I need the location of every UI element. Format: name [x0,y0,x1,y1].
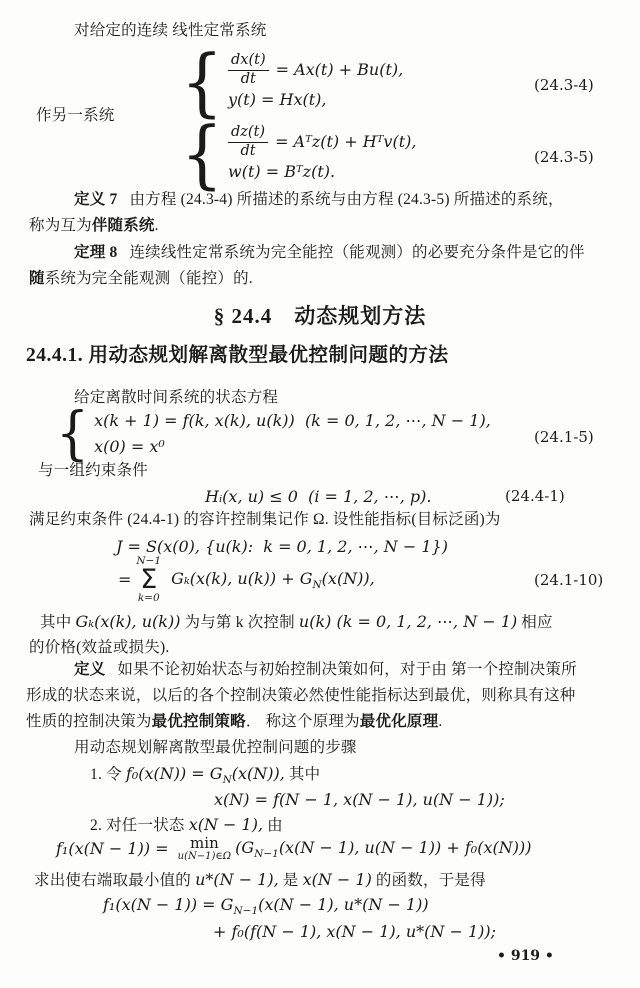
fraction-denominator: dt [240,142,256,159]
text-run: 1. 令 [90,766,126,783]
definition-7-line1 [74,191,564,210]
sigma-icon: Σ [140,564,158,596]
left-brace-icon: { [181,39,223,126]
sum-upper-limit: N−1 [136,554,162,567]
step-1-line [90,764,320,787]
equation-f1-result-line2: + f₀(f(N − 1), x(N − 1), u*(N − 1)); [213,922,497,941]
definition-tag: 定义 [74,661,106,678]
equation-line: w(t) = Bᵀz(t). [228,162,336,182]
text-run: f₁(x(N − 1)) = G [103,895,234,914]
optimality-definition-line1 [74,661,577,680]
optimality-definition-line3 [26,713,442,732]
text-run: . [154,217,159,234]
text-run: f₀(x(N)) = G [125,764,223,783]
text-run: (x(N)), [231,764,285,783]
theorem-8-tag: 定理 8 [74,244,118,261]
equation-label-24-4-1: (24.4-1) [505,487,565,505]
min-word: min [190,833,219,852]
text-run: ． 称这个原理为 [245,713,360,730]
equation-24-1-10 [118,554,375,604]
math-run: u*(N − 1), [195,870,279,889]
equation-j-definition: J = S(x(0), {u(k): k = 0, 1, 2, ⋯, N − 1}) [116,537,448,556]
min-operator [177,833,232,863]
equation-line: = Ax(t) + Bu(t), [275,60,404,80]
fraction-numerator: dz(t) [228,125,268,143]
min-lhs: f₁(x(N − 1)) = [56,839,174,859]
text-run: 为与第 k 次控制 [180,614,299,631]
theorem-8-line2 [29,270,253,289]
text-run: 由 [263,817,283,834]
math-run: x(N − 1) [302,870,372,889]
text-run: 称为互为 [29,217,92,234]
equation-line: y(t) = Hx(t), [228,90,327,110]
text-run: 2. 对任一状态 [90,817,189,834]
definition-7-tag: 定义 7 [74,191,118,208]
fraction-dx-dt [228,53,269,88]
text-run: (x(N − 1), u*(N − 1)) [258,895,429,914]
math-run: Gₖ(x(k), u(k)) [75,612,181,631]
min-body [235,838,531,861]
definition-7-line2 [29,217,159,236]
sum-lower-limit: k=0 [137,591,160,604]
text-run: (x(N)), [321,568,375,588]
left-brace-icon: { [181,111,223,198]
equation-label-24-1-5: (24.1-5) [534,428,594,446]
subsection-heading: 24.4.1. 用动态规划解离散型最优控制问题的方法 [26,345,449,366]
text-run: 的函数，于是得 [371,872,486,889]
fraction-denominator: dt [240,70,256,87]
fraction-numerator: dx(t) [228,53,269,71]
equation-system-24-3-4 [181,39,404,126]
text-run: 其中 [40,614,76,631]
text-run: 性质的控制决策为 [26,713,152,730]
intro-paragraph: 对给定的连续 线性定常系统 [74,22,267,39]
subscript-n-minus-1: N−1 [254,847,279,860]
given-state-equation-text: 给定离散时间系统的状态方程 [74,389,279,406]
equation-label-24-3-4: (24.3-4) [534,76,594,94]
text-run: (G [235,837,255,857]
text-run: . [438,713,443,730]
subscript-n-minus-1: N−1 [233,905,259,917]
constraints-intro-text: 与一组约束条件 [38,462,148,479]
theorem-8-line1 [74,244,585,263]
text-run: 如果不论初始状态与初始控制决策如何，对于由 第一个控制决策所 [117,661,577,678]
equation-system-24-3-5 [181,111,417,198]
equation-line: = Aᵀz(t) + Hᵀv(t), [275,132,417,152]
theorem-8-body: 连续线性定常系统为完全能控（能观测）的必要充分条件是它的伴 [129,244,585,261]
subscript-n: N [222,774,232,786]
optimality-definition-line2: 形成的状态来说，以后的各个控制决策必然使性能指标达到最优，则称具有这种 [26,687,576,704]
text-run: 其中 [284,766,321,783]
bold-term: 最优控制策略 [151,713,246,730]
solve-paragraph [34,870,486,891]
text-run: 相应 [517,614,553,631]
text-run: Gₖ(x(k), u(k)) + G [166,568,313,588]
min-condition: u(N−1)∈Ω [177,850,232,862]
math-run: x(N − 1), [188,815,264,834]
where-paragraph-line1 [40,612,553,633]
sum-body [166,569,375,592]
fraction-dz-dt [228,125,268,160]
math-run: u(k) (k = 0, 1, 2, ⋯, N − 1) [298,612,518,631]
summation-operator [136,556,161,605]
definition-7-body: 由方程 (24.3-4) 所描述的系统与由方程 (24.3-5) 所描述的系统， [129,191,564,208]
equation-min [56,831,531,867]
equation-label-24-3-5: (24.3-5) [534,148,594,166]
equation-label-24-1-10: (24.1-10) [534,571,604,589]
text-run: 系统为完全能观测（能控）的. [44,270,253,287]
equation-line: x(0) = x⁰ [94,437,165,457]
text-run: (x(N − 1), u(N − 1)) + f₀(x(N))) [278,837,532,857]
equation-system-24-1-5 [56,400,491,468]
bold-term: 伴随系统 [91,217,155,234]
steps-title: 用动态规划解离散型最优控制问题的步骤 [74,739,357,756]
math-run [125,764,285,786]
section-heading: § 24.4 动态规划方法 [213,304,427,328]
equation-line: x(k + 1) = f(k, x(k), u(k)) (k = 0, 1, 2, ⋯, N − 1), [94,411,491,431]
equation-24-4-1: Hᵢ(x, u) ≤ 0 (i = 1, 2, ⋯, p). [205,487,432,506]
admissible-set-text: 满足约束条件 (24.4-1) 的容许控制集记作 Ω. 设性能指标(目标泛函)为 [29,511,501,528]
another-system-text: 作另一系统 [36,107,115,124]
left-brace-icon: { [56,400,90,468]
text-run: 是 [278,872,303,889]
text-run: 求出使右端取最小值的 [34,872,196,889]
equals-sign: = [118,570,132,590]
page-number: • 919 • [497,948,554,964]
where-paragraph-line2: 的价格(效益或损失). [29,639,170,656]
equation-f1-result-line1 [103,895,429,918]
bold-term: 最优化原理 [359,713,439,730]
subscript-n: N [312,578,322,591]
bold-term: 随 [29,270,45,287]
equation-x-n: x(N) = f(N − 1, x(N − 1), u(N − 1)); [214,790,505,809]
